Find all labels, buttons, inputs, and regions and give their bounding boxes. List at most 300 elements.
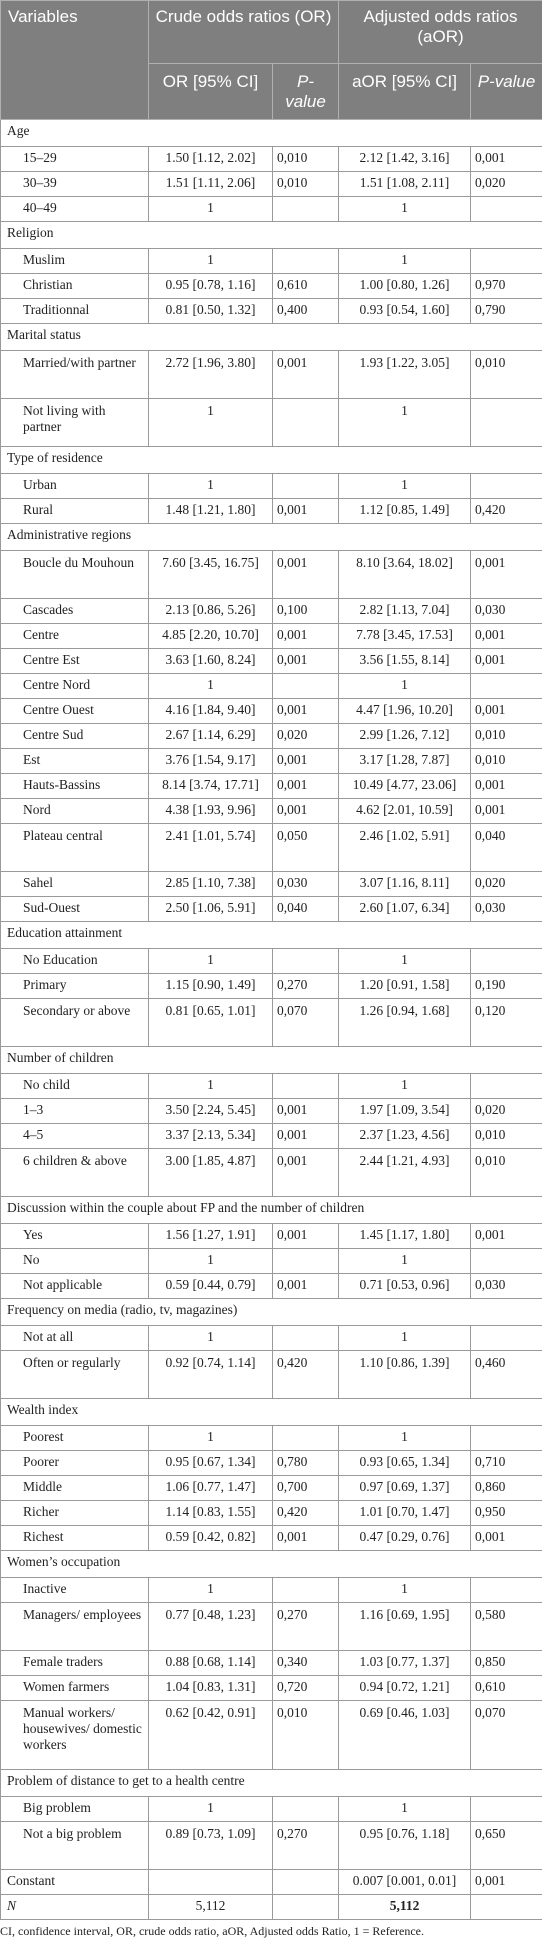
crude-p-value: 0,420 — [273, 1501, 339, 1526]
crude-or-value: 3.00 [1.85, 4.87] — [149, 1149, 273, 1197]
adjusted-or-value: 2.12 [1.42, 3.16] — [339, 147, 471, 172]
adjusted-p-value: 0,850 — [471, 1651, 542, 1676]
table-row — [1, 1451, 542, 1476]
adjusted-p-value — [471, 1578, 542, 1603]
crude-or-value: 0.59 [0.42, 0.82] — [149, 1526, 273, 1551]
crude-p-value: 0,001 — [273, 351, 339, 399]
crude-or-value: 1 — [149, 399, 273, 447]
crude-p-value — [273, 1326, 339, 1351]
table-row — [1, 1326, 542, 1351]
table-row — [1, 1603, 542, 1651]
adjusted-p-value — [471, 1074, 542, 1099]
adjusted-p-value — [471, 1426, 542, 1451]
crude-or-value: 2.50 [1.06, 5.91] — [149, 897, 273, 922]
table-row — [1, 1351, 542, 1399]
adjusted-p-value: 0,420 — [471, 499, 542, 524]
adjusted-p-value: 0,001 — [471, 147, 542, 172]
crude-p-value: 0,700 — [273, 1476, 339, 1501]
crude-p-value: 0,780 — [273, 1451, 339, 1476]
adjusted-p-value: 0,030 — [471, 599, 542, 624]
table-row — [1, 351, 542, 399]
table-row — [1, 197, 542, 222]
adjusted-p-value: 0,190 — [471, 974, 542, 999]
row-label: Middle — [1, 1476, 149, 1501]
adjusted-or-value: 1 — [339, 1249, 471, 1274]
crude-or-value: 1 — [149, 197, 273, 222]
constant-crude-p — [273, 1870, 339, 1895]
adjusted-p-value — [471, 1797, 542, 1822]
crude-or-value: 0.95 [0.67, 1.34] — [149, 1451, 273, 1476]
adjusted-p-value: 0,030 — [471, 897, 542, 922]
crude-or-value: 1 — [149, 1578, 273, 1603]
section-title: Education attainment — [1, 922, 542, 949]
sample-size-crude-p — [273, 1895, 339, 1920]
row-label: Centre Ouest — [1, 699, 149, 724]
crude-or-value: 1.56 [1.27, 1.91] — [149, 1224, 273, 1249]
table-row — [1, 1099, 542, 1124]
row-label: Centre Sud — [1, 724, 149, 749]
adjusted-or-value: 10.49 [4.77, 23.06] — [339, 774, 471, 799]
header-or-ci: OR [95% CI] — [149, 64, 273, 120]
adjusted-or-value: 1.16 [0.69, 1.95] — [339, 1603, 471, 1651]
table-row — [1, 1651, 542, 1676]
crude-p-value: 0,001 — [273, 699, 339, 724]
adjusted-or-value: 1.03 [0.77, 1.37] — [339, 1651, 471, 1676]
adjusted-or-value: 1.51 [1.08, 2.11] — [339, 172, 471, 197]
row-label: Richer — [1, 1501, 149, 1526]
adjusted-or-value: 1 — [339, 949, 471, 974]
crude-p-value — [273, 674, 339, 699]
row-label: No Education — [1, 949, 149, 974]
crude-or-value: 3.50 [2.24, 5.45] — [149, 1099, 273, 1124]
crude-or-value: 0.92 [0.74, 1.14] — [149, 1351, 273, 1399]
crude-or-value: 1 — [149, 249, 273, 274]
adjusted-p-value: 0,950 — [471, 1501, 542, 1526]
crude-p-value: 0,340 — [273, 1651, 339, 1676]
table-row — [1, 1426, 542, 1451]
crude-p-value: 0,420 — [273, 1351, 339, 1399]
section-header-row — [1, 922, 542, 949]
section-header-row — [1, 324, 542, 351]
crude-or-value: 1.14 [0.83, 1.55] — [149, 1501, 273, 1526]
crude-or-value: 2.67 [1.14, 6.29] — [149, 724, 273, 749]
crude-or-value: 0.77 [0.48, 1.23] — [149, 1603, 273, 1651]
table-row — [1, 1701, 542, 1770]
adjusted-p-value: 0,860 — [471, 1476, 542, 1501]
crude-or-value: 0.88 [0.68, 1.14] — [149, 1651, 273, 1676]
adjusted-p-value: 0,580 — [471, 1603, 542, 1651]
row-label: Married/with partner — [1, 351, 149, 399]
crude-p-value: 0,001 — [273, 799, 339, 824]
adjusted-p-value: 0,001 — [471, 799, 542, 824]
crude-or-value: 1.06 [0.77, 1.47] — [149, 1476, 273, 1501]
adjusted-p-value: 0,610 — [471, 1676, 542, 1701]
adjusted-or-value: 1.20 [0.91, 1.58] — [339, 974, 471, 999]
adjusted-or-value: 1 — [339, 197, 471, 222]
section-title: Religion — [1, 222, 542, 249]
table-row — [1, 749, 542, 774]
row-label: Rural — [1, 499, 149, 524]
crude-p-value: 0,720 — [273, 1676, 339, 1701]
table-row — [1, 699, 542, 724]
section-title: Problem of distance to get to a health centre — [1, 1770, 542, 1797]
section-header-row — [1, 1047, 542, 1074]
adjusted-or-value: 1.93 [1.22, 3.05] — [339, 351, 471, 399]
adjusted-or-value: 0.69 [0.46, 1.03] — [339, 1701, 471, 1770]
section-title: Type of residence — [1, 447, 542, 474]
section-header-row — [1, 447, 542, 474]
section-title: Discussion within the couple about FP and the number of children — [1, 1197, 542, 1224]
table-row — [1, 1578, 542, 1603]
adjusted-p-value: 0,010 — [471, 351, 542, 399]
adjusted-p-value: 0,010 — [471, 1149, 542, 1197]
section-header-row — [1, 222, 542, 249]
row-label: Not a big problem — [1, 1822, 149, 1870]
crude-or-value: 3.76 [1.54, 9.17] — [149, 749, 273, 774]
table-row — [1, 872, 542, 897]
adjusted-or-value: 0.95 [0.76, 1.18] — [339, 1822, 471, 1870]
row-label: Boucle du Mouhoun — [1, 551, 149, 599]
adjusted-p-value: 0,120 — [471, 999, 542, 1047]
crude-or-value: 0.95 [0.78, 1.16] — [149, 274, 273, 299]
crude-p-value: 0,050 — [273, 824, 339, 872]
row-label: 15–29 — [1, 147, 149, 172]
crude-p-value: 0,100 — [273, 599, 339, 624]
adjusted-p-value — [471, 674, 542, 699]
sample-size-adjusted-p — [471, 1895, 542, 1920]
crude-p-value: 0,001 — [273, 1124, 339, 1149]
crude-or-value: 2.72 [1.96, 3.80] — [149, 351, 273, 399]
section-title: Age — [1, 120, 542, 147]
adjusted-or-value: 2.60 [1.07, 6.34] — [339, 897, 471, 922]
table-row — [1, 949, 542, 974]
adjusted-p-value: 0,001 — [471, 649, 542, 674]
crude-or-value: 1.04 [0.83, 1.31] — [149, 1676, 273, 1701]
crude-or-value: 3.63 [1.60, 8.24] — [149, 649, 273, 674]
crude-p-value — [273, 474, 339, 499]
adjusted-or-value: 0.97 [0.69, 1.37] — [339, 1476, 471, 1501]
row-label: Urban — [1, 474, 149, 499]
row-label: No — [1, 1249, 149, 1274]
row-label: Inactive — [1, 1578, 149, 1603]
table-row — [1, 974, 542, 999]
row-label: Not living with partner — [1, 399, 149, 447]
crude-p-value: 0,270 — [273, 974, 339, 999]
table-row — [1, 774, 542, 799]
row-label: Not applicable — [1, 1274, 149, 1299]
adjusted-p-value: 0,010 — [471, 724, 542, 749]
row-label: Managers/ employees — [1, 1603, 149, 1651]
row-label: Nord — [1, 799, 149, 824]
row-label: Centre Est — [1, 649, 149, 674]
crude-or-value: 1.48 [1.21, 1.80] — [149, 499, 273, 524]
sample-size-label: N — [1, 1895, 149, 1920]
adjusted-p-value — [471, 249, 542, 274]
crude-p-value — [273, 1797, 339, 1822]
crude-or-value: 4.16 [1.84, 9.40] — [149, 699, 273, 724]
adjusted-or-value: 1.10 [0.86, 1.39] — [339, 1351, 471, 1399]
adjusted-p-value: 0,710 — [471, 1451, 542, 1476]
crude-or-value: 1 — [149, 1797, 273, 1822]
adjusted-p-value: 0,970 — [471, 274, 542, 299]
crude-or-value: 4.38 [1.93, 9.96] — [149, 799, 273, 824]
adjusted-p-value — [471, 399, 542, 447]
header-crude-or: Crude odds ratios (OR) — [149, 1, 339, 64]
row-label: Poorer — [1, 1451, 149, 1476]
section-title: Women’s occupation — [1, 1551, 542, 1578]
row-label: Secondary or above — [1, 999, 149, 1047]
adjusted-p-value: 0,020 — [471, 872, 542, 897]
section-title: Administrative regions — [1, 524, 542, 551]
table-row — [1, 1074, 542, 1099]
header-adjusted-or: Adjusted odds ratios (aOR) — [339, 1, 542, 64]
row-label: Big problem — [1, 1797, 149, 1822]
crude-or-value: 1 — [149, 1074, 273, 1099]
table-row — [1, 299, 542, 324]
crude-or-value: 1 — [149, 1426, 273, 1451]
adjusted-or-value: 1.12 [0.85, 1.49] — [339, 499, 471, 524]
crude-or-value: 0.81 [0.65, 1.01] — [149, 999, 273, 1047]
crude-p-value: 0,001 — [273, 624, 339, 649]
adjusted-or-value: 1.45 [1.17, 1.80] — [339, 1224, 471, 1249]
row-label: Yes — [1, 1224, 149, 1249]
table-row — [1, 551, 542, 599]
table-row — [1, 624, 542, 649]
crude-p-value — [273, 1074, 339, 1099]
adjusted-or-value: 1.97 [1.09, 3.54] — [339, 1099, 471, 1124]
adjusted-or-value: 0.71 [0.53, 0.96] — [339, 1274, 471, 1299]
adjusted-or-value: 0.47 [0.29, 0.76] — [339, 1526, 471, 1551]
table-row — [1, 1124, 542, 1149]
adjusted-or-value: 1 — [339, 399, 471, 447]
adjusted-or-value: 2.46 [1.02, 5.91] — [339, 824, 471, 872]
adjusted-or-value: 3.17 [1.28, 7.87] — [339, 749, 471, 774]
adjusted-or-value: 2.44 [1.21, 4.93] — [339, 1149, 471, 1197]
adjusted-p-value — [471, 1326, 542, 1351]
crude-or-value: 1.50 [1.12, 2.02] — [149, 147, 273, 172]
adjusted-p-value: 0,001 — [471, 1526, 542, 1551]
crude-p-value: 0,030 — [273, 872, 339, 897]
adjusted-or-value: 1 — [339, 1578, 471, 1603]
crude-or-value: 1 — [149, 674, 273, 699]
crude-p-value — [273, 1426, 339, 1451]
constant-crude-or — [149, 1870, 273, 1895]
adjusted-p-value: 0,001 — [471, 774, 542, 799]
adjusted-p-value: 0,001 — [471, 1224, 542, 1249]
row-label: 30–39 — [1, 172, 149, 197]
section-header-row — [1, 1770, 542, 1797]
row-label: Muslim — [1, 249, 149, 274]
crude-or-value: 2.13 [0.86, 5.26] — [149, 599, 273, 624]
table-row — [1, 1822, 542, 1870]
adjusted-p-value: 0,001 — [471, 551, 542, 599]
adjusted-p-value: 0,040 — [471, 824, 542, 872]
adjusted-or-value: 1 — [339, 249, 471, 274]
crude-or-value: 1 — [149, 1249, 273, 1274]
row-label: Cascades — [1, 599, 149, 624]
crude-p-value: 0,270 — [273, 1603, 339, 1651]
table-row — [1, 474, 542, 499]
crude-or-value: 0.59 [0.44, 0.79] — [149, 1274, 273, 1299]
adjusted-or-value: 0.94 [0.72, 1.21] — [339, 1676, 471, 1701]
section-title: Marital status — [1, 324, 542, 351]
table-footnote: CI, confidence interval, OR, crude odds ratio, aOR, Adjusted odds Ratio, 1 = Reference. — [0, 1920, 542, 1939]
row-label: 4–5 — [1, 1124, 149, 1149]
crude-or-value: 1 — [149, 949, 273, 974]
adjusted-or-value: 1 — [339, 1074, 471, 1099]
sample-size-crude: 5,112 — [149, 1895, 273, 1920]
adjusted-p-value: 0,070 — [471, 1701, 542, 1770]
row-label: Sahel — [1, 872, 149, 897]
crude-p-value: 0,400 — [273, 299, 339, 324]
crude-p-value — [273, 399, 339, 447]
adjusted-p-value: 0,001 — [471, 624, 542, 649]
table-row — [1, 274, 542, 299]
header-p-value-adjusted: P-value — [471, 64, 542, 120]
crude-or-value: 1.51 [1.11, 2.06] — [149, 172, 273, 197]
sample-size-adjusted: 5,112 — [339, 1895, 471, 1920]
crude-p-value: 0,010 — [273, 1701, 339, 1770]
table-row — [1, 1797, 542, 1822]
row-label: Plateau central — [1, 824, 149, 872]
adjusted-p-value: 0,010 — [471, 749, 542, 774]
crude-p-value — [273, 249, 339, 274]
adjusted-or-value: 8.10 [3.64, 18.02] — [339, 551, 471, 599]
crude-p-value: 0,001 — [273, 1526, 339, 1551]
adjusted-p-value: 0,460 — [471, 1351, 542, 1399]
row-label: Christian — [1, 274, 149, 299]
crude-p-value: 0,001 — [273, 749, 339, 774]
section-title: Wealth index — [1, 1399, 542, 1426]
crude-p-value: 0,610 — [273, 274, 339, 299]
adjusted-p-value: 0,790 — [471, 299, 542, 324]
table-row — [1, 1249, 542, 1274]
row-label: Richest — [1, 1526, 149, 1551]
row-label: 40–49 — [1, 197, 149, 222]
row-label: Female traders — [1, 1651, 149, 1676]
crude-or-value: 2.41 [1.01, 5.74] — [149, 824, 273, 872]
adjusted-or-value: 1.00 [0.80, 1.26] — [339, 274, 471, 299]
row-label: Traditionnal — [1, 299, 149, 324]
table-row — [1, 1224, 542, 1249]
row-label: Manual workers/ housewives/ domestic workers — [1, 1701, 149, 1770]
table-row — [1, 999, 542, 1047]
crude-or-value: 2.85 [1.10, 7.38] — [149, 872, 273, 897]
adjusted-or-value: 1.26 [0.94, 1.68] — [339, 999, 471, 1047]
row-label: Hauts-Bassins — [1, 774, 149, 799]
crude-p-value: 0,040 — [273, 897, 339, 922]
crude-or-value: 1.15 [0.90, 1.49] — [149, 974, 273, 999]
adjusted-p-value — [471, 197, 542, 222]
crude-p-value: 0,001 — [273, 499, 339, 524]
row-label: 1–3 — [1, 1099, 149, 1124]
constant-row — [1, 1870, 542, 1895]
crude-p-value: 0,010 — [273, 172, 339, 197]
table-row — [1, 147, 542, 172]
table-row — [1, 1526, 542, 1551]
table-row — [1, 172, 542, 197]
table-row — [1, 1274, 542, 1299]
table-row — [1, 824, 542, 872]
header-aor-ci: aOR [95% CI] — [339, 64, 471, 120]
crude-p-value: 0,001 — [273, 1149, 339, 1197]
table-row — [1, 1676, 542, 1701]
adjusted-or-value: 1 — [339, 474, 471, 499]
crude-or-value: 7.60 [3.45, 16.75] — [149, 551, 273, 599]
crude-or-value: 0.62 [0.42, 0.91] — [149, 1701, 273, 1770]
adjusted-or-value: 1 — [339, 1426, 471, 1451]
table-header — [1, 1, 542, 120]
section-header-row — [1, 1299, 542, 1326]
crude-p-value: 0,001 — [273, 1274, 339, 1299]
crude-p-value: 0,001 — [273, 1224, 339, 1249]
adjusted-p-value — [471, 474, 542, 499]
row-label: Centre Nord — [1, 674, 149, 699]
crude-p-value: 0,001 — [273, 774, 339, 799]
crude-or-value: 4.85 [2.20, 10.70] — [149, 624, 273, 649]
crude-p-value — [273, 1578, 339, 1603]
adjusted-or-value: 2.99 [1.26, 7.12] — [339, 724, 471, 749]
table-row — [1, 499, 542, 524]
table-row — [1, 724, 542, 749]
crude-or-value: 1 — [149, 474, 273, 499]
adjusted-p-value: 0,010 — [471, 1124, 542, 1149]
adjusted-or-value: 0.93 [0.54, 1.60] — [339, 299, 471, 324]
adjusted-p-value: 0,650 — [471, 1822, 542, 1870]
adjusted-or-value: 3.07 [1.16, 8.11] — [339, 872, 471, 897]
row-label: Not at all — [1, 1326, 149, 1351]
row-label: Sud-Ouest — [1, 897, 149, 922]
crude-p-value: 0,001 — [273, 1099, 339, 1124]
row-label: No child — [1, 1074, 149, 1099]
section-header-row — [1, 524, 542, 551]
table-row — [1, 674, 542, 699]
adjusted-or-value: 0.93 [0.65, 1.34] — [339, 1451, 471, 1476]
table-row — [1, 1149, 542, 1197]
adjusted-or-value: 2.82 [1.13, 7.04] — [339, 599, 471, 624]
section-title: Number of children — [1, 1047, 542, 1074]
crude-or-value: 8.14 [3.74, 17.71] — [149, 774, 273, 799]
crude-p-value — [273, 949, 339, 974]
adjusted-or-value: 4.62 [2.01, 10.59] — [339, 799, 471, 824]
adjusted-p-value: 0,020 — [471, 1099, 542, 1124]
section-header-row — [1, 1399, 542, 1426]
constant-adjusted-or: 0.007 [0.001, 0.01] — [339, 1870, 471, 1895]
adjusted-or-value: 2.37 [1.23, 4.56] — [339, 1124, 471, 1149]
adjusted-p-value: 0,030 — [471, 1274, 542, 1299]
table-row — [1, 1501, 542, 1526]
section-title: Frequency on media (radio, tv, magazines) — [1, 1299, 542, 1326]
section-header-row — [1, 120, 542, 147]
table-body — [1, 120, 542, 1920]
crude-or-value: 1 — [149, 1326, 273, 1351]
adjusted-or-value: 1 — [339, 674, 471, 699]
section-header-row — [1, 1551, 542, 1578]
table-row — [1, 249, 542, 274]
table-row — [1, 599, 542, 624]
crude-p-value: 0,020 — [273, 724, 339, 749]
crude-or-value: 0.81 [0.50, 1.32] — [149, 299, 273, 324]
adjusted-p-value — [471, 1249, 542, 1274]
constant-adjusted-p: 0,001 — [471, 1870, 542, 1895]
table-row — [1, 799, 542, 824]
header-variables: Variables — [1, 1, 149, 120]
table-row — [1, 649, 542, 674]
crude-p-value: 0,001 — [273, 649, 339, 674]
row-label: 6 children & above — [1, 1149, 149, 1197]
constant-label: Constant — [1, 1870, 149, 1895]
adjusted-or-value: 4.47 [1.96, 10.20] — [339, 699, 471, 724]
